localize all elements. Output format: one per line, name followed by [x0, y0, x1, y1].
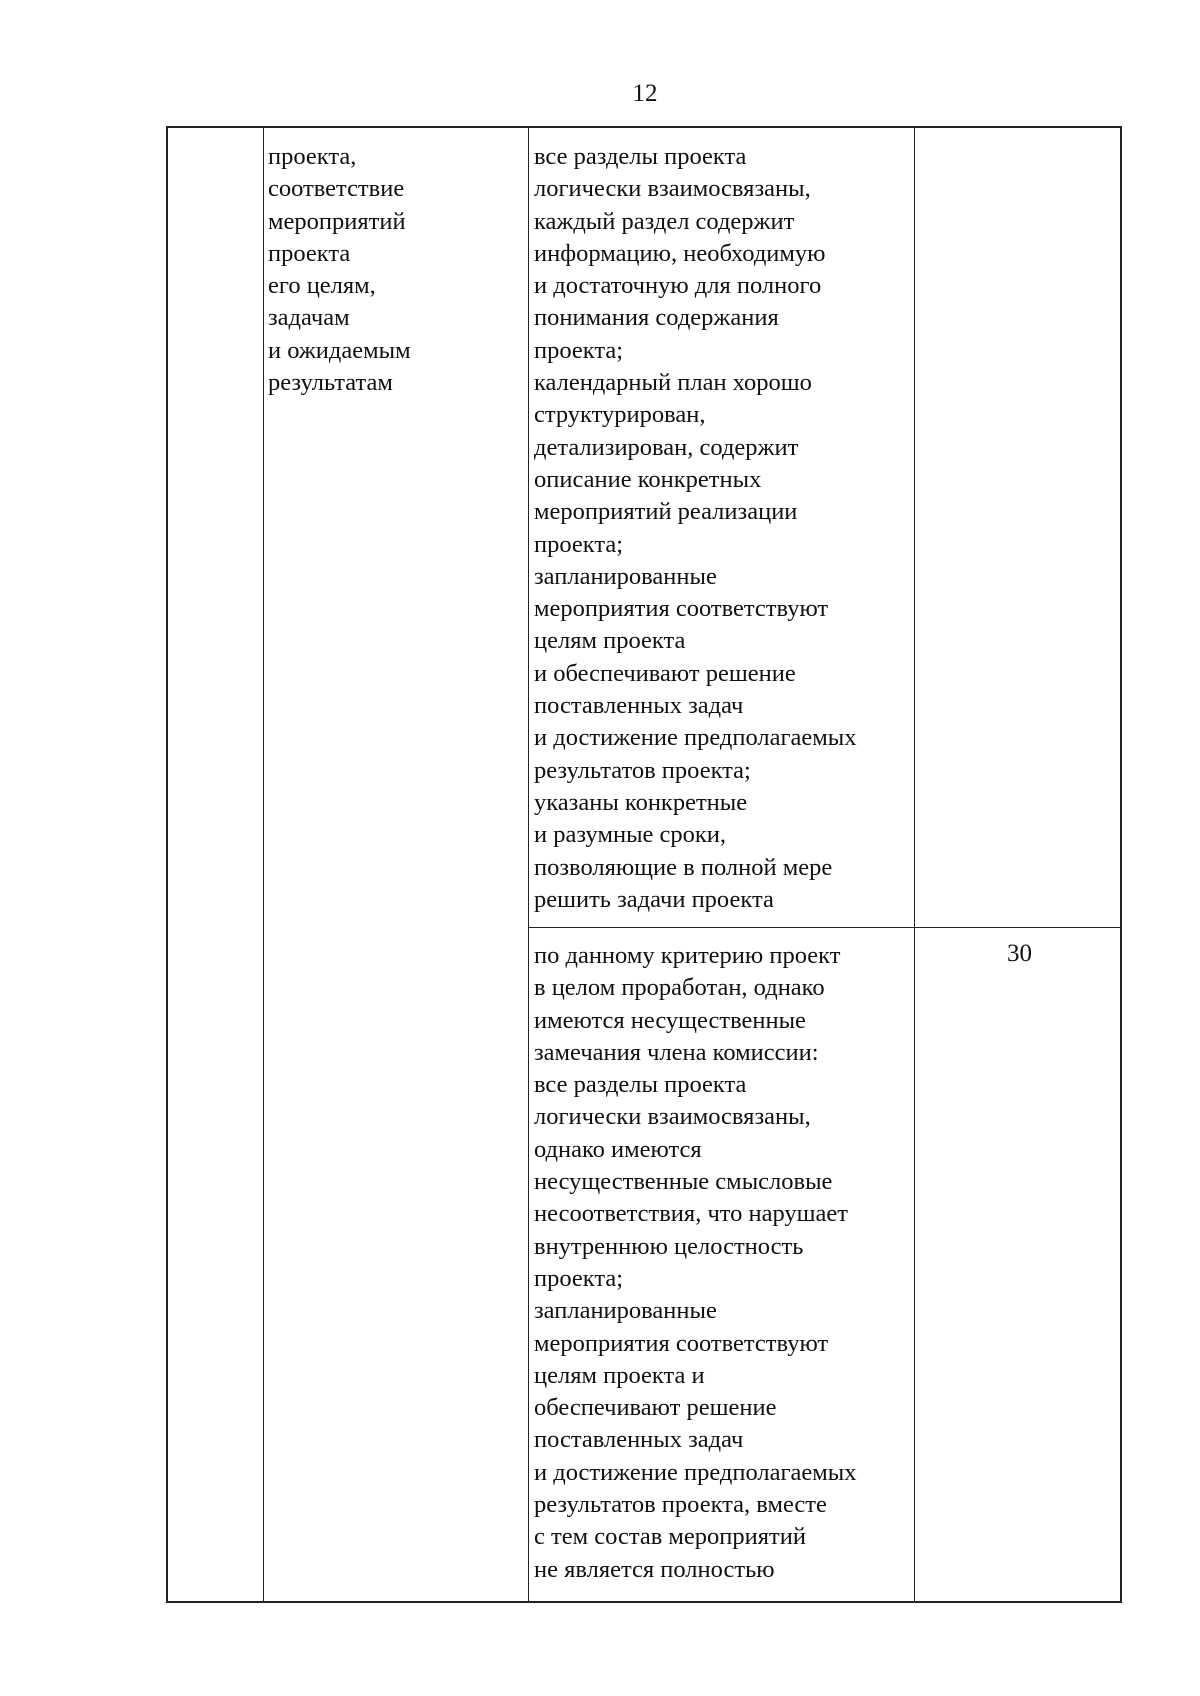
criteria-table [166, 126, 1122, 1603]
row-2-score-cell: 30 [1007, 940, 1032, 967]
row-1-description-cell: все разделы проекта логически взаимосвязаны, каждый раздел содержит информацию, необходимую и достаточную для полного понимания содержания проекта; календарный план хорошо структурирован, детализирован, содержит описание конкретных мероприятий реализации проекта; запланированные мероприятия соответствуют целям проекта и обеспечивают решение поставленных задач и достижение предполагаемых результатов проекта; указаны конкретные и разумные сроки, позволяющие в полной мере решить задачи проекта [534, 143, 857, 913]
column-divider-3 [914, 128, 915, 1601]
column-divider-1 [263, 128, 264, 1601]
row-2-description-cell: по данному критерию проект в целом проработан, однако имеются несущественные замечания члена комиссии: все разделы проекта логически взаимосвязаны, однако имеются несущественные смысловые несоответствия, что нарушает внутреннюю целостность проекта; запланированные мероприятия соответствуют целям проекта и обеспечивают решение поставленных задач и достижение предполагаемых результатов проекта, вместе с тем состав мероприятий не является полностью [534, 942, 857, 1583]
column-divider-2 [528, 128, 529, 1601]
row-divider [528, 927, 1120, 928]
page-number: 12 [632, 80, 658, 107]
criterion-name-cell: проекта, соответствие мероприятий проекта его целям, задачам и ожидаемым результатам [268, 143, 411, 397]
